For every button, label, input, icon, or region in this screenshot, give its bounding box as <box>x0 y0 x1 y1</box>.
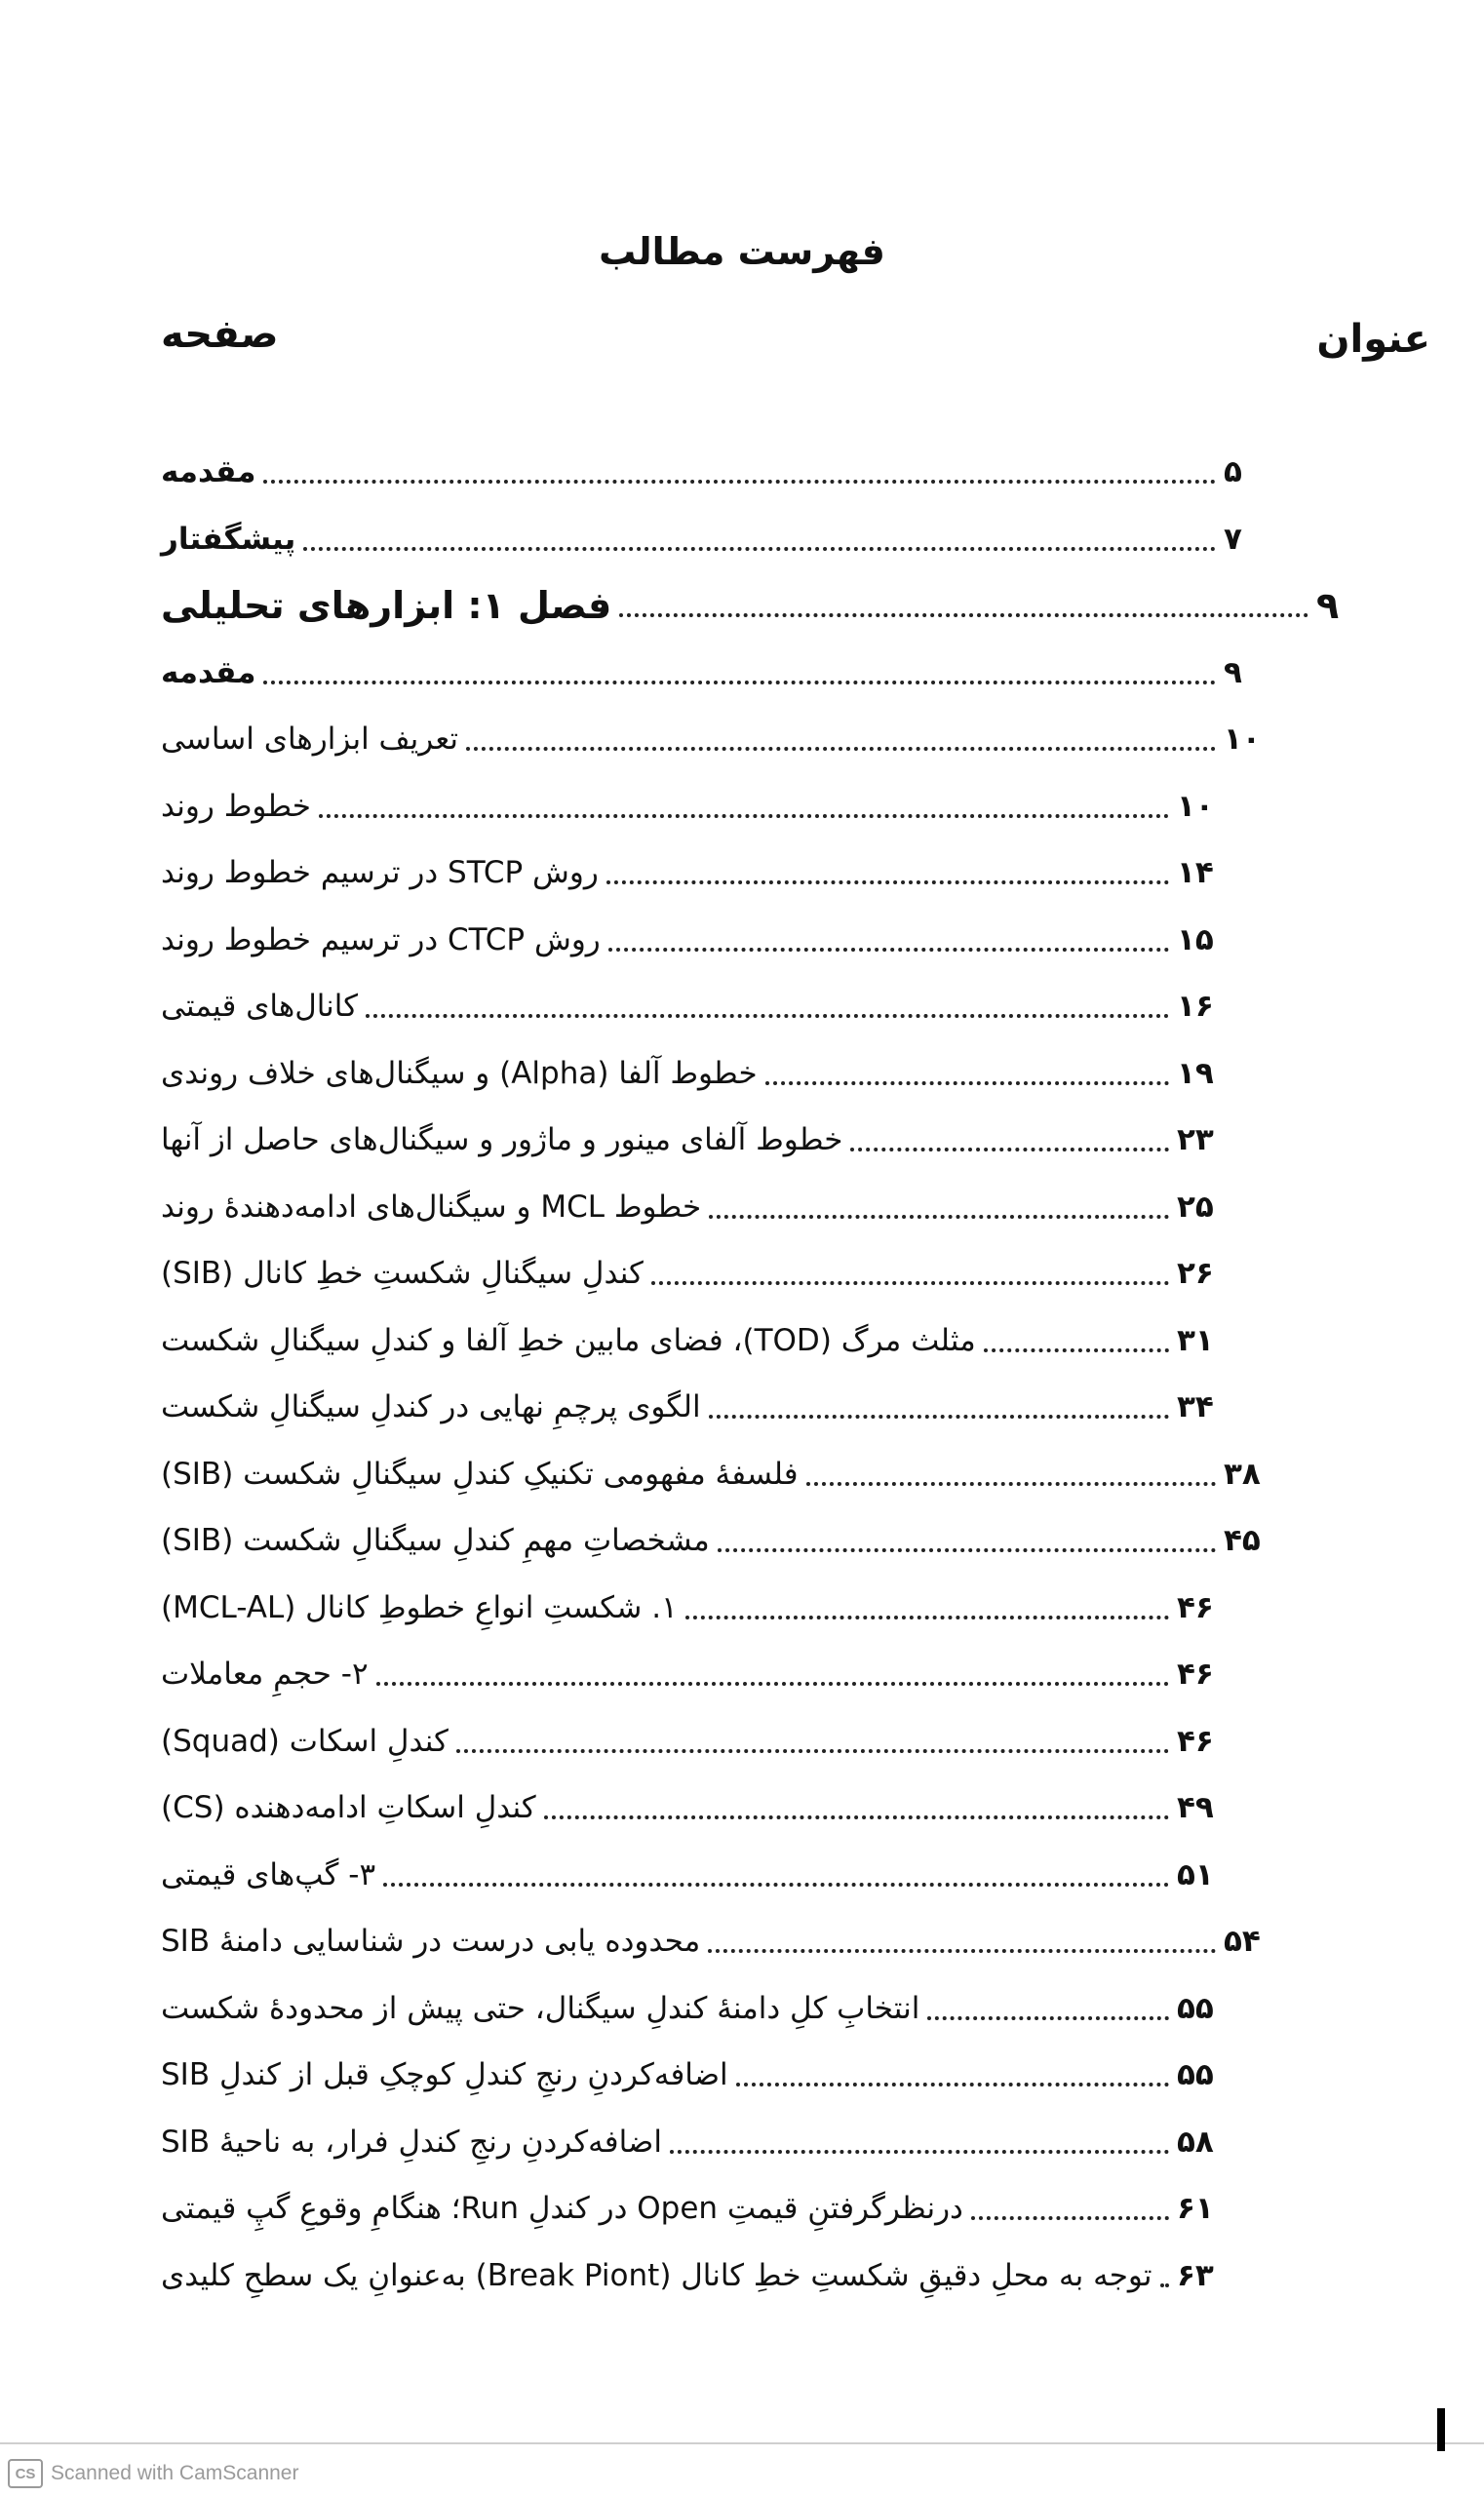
toc-entry-page: ۵۵ <box>1177 2057 1214 2093</box>
watermark-text: Scanned with CamScanner <box>51 2462 299 2484</box>
toc-entry-page: ۱۵ <box>1177 921 1214 957</box>
toc-entry <box>161 1040 1263 1108</box>
table-of-contents <box>161 439 1340 2309</box>
toc-entry-title: انتخابِ کلِ دامنهٔ کندلِ سیگنال، حتی پیش از محدودهٔ شکست <box>161 1990 920 2026</box>
toc-entry <box>161 2042 1263 2109</box>
toc-entry <box>161 2175 1263 2242</box>
toc-entry <box>161 1507 1263 1575</box>
dot-leader <box>670 2150 1169 2154</box>
dot-leader <box>984 1348 1169 1352</box>
toc-entry-page: ۶۱ <box>1177 2191 1214 2227</box>
dot-leader <box>718 1548 1216 1552</box>
toc-entry-title: محدوده یابی درست در شناسایی دامنهٔ SIB <box>161 1924 701 1960</box>
page-title: فهرست مطالب <box>599 230 885 273</box>
toc-entry <box>161 1374 1263 1441</box>
toc-entry-page: ۴۵ <box>1224 1523 1261 1559</box>
toc-entry-title: توجه به محلِ دقیقِ شکستِ خطِ کانال (Break Piont) به‌عنوانِ یک سطحِ کلیدی <box>161 2257 1152 2293</box>
toc-entry <box>161 1441 1263 1508</box>
dot-leader <box>971 2216 1169 2220</box>
toc-entry-title: اضافه‌کردنِ رنجِ کندلِ فرار، به ناحیهٔ SIB <box>161 2124 662 2160</box>
dot-leader <box>709 1215 1169 1219</box>
dot-leader <box>263 681 1216 684</box>
dot-leader <box>850 1148 1169 1151</box>
toc-entry <box>161 907 1263 974</box>
dot-leader <box>651 1281 1169 1285</box>
toc-entry-page: ۳۸ <box>1224 1456 1261 1492</box>
dot-leader <box>1160 2283 1169 2287</box>
toc-entry-page: ۵۴ <box>1224 1924 1261 1960</box>
toc-entry-page: ۲۶ <box>1177 1256 1214 1292</box>
dot-leader <box>466 747 1216 751</box>
dot-leader <box>319 814 1169 818</box>
toc-entry <box>161 1240 1263 1307</box>
dot-leader <box>765 1081 1169 1085</box>
toc-entry <box>161 1575 1263 1642</box>
toc-entry-title: ۳- گپ‌های قیمتی <box>161 1856 376 1892</box>
dot-leader <box>456 1749 1169 1753</box>
toc-entry-page: ۳۱ <box>1177 1322 1214 1358</box>
toc-entry-title: کندلِ اسکاتِ ادامه‌دهنده (CS) <box>161 1790 536 1826</box>
toc-entry <box>161 2242 1263 2310</box>
toc-entry-title: روش CTCP در ترسیم خطوط روند <box>161 921 601 957</box>
toc-entry-title: تعریف ابزارهای اساسی <box>161 722 458 758</box>
toc-entry-title: مثلث مرگ (TOD)، فضای مابین خطِ آلفا و کندلِ سیگنالِ شکست <box>161 1322 976 1358</box>
dot-leader <box>736 2083 1169 2086</box>
camscanner-logo-icon: CS <box>8 2459 43 2488</box>
toc-entry <box>161 1774 1263 1842</box>
toc-entry-page: ۴۶ <box>1177 1723 1214 1759</box>
toc-entry-title: مقدمه <box>161 454 256 490</box>
toc-chapter-entry <box>161 572 1355 640</box>
dot-leader <box>366 1014 1169 1018</box>
dot-leader <box>708 1949 1216 1953</box>
toc-entry-page: ۷ <box>1224 521 1242 557</box>
dot-leader <box>685 1616 1169 1619</box>
dot-leader <box>806 1482 1216 1486</box>
dot-leader <box>709 1415 1169 1419</box>
dot-leader <box>263 480 1216 484</box>
toc-entry-page: ۱۶ <box>1177 989 1214 1025</box>
toc-entry-title: مشخصاتِ مهمِ کندلِ سیگنالِ شکست (SIB) <box>161 1523 710 1559</box>
toc-entry-page: ۹ <box>1224 654 1242 690</box>
toc-entry-page: ۶۳ <box>1177 2257 1214 2293</box>
page-edge-mark <box>1437 2408 1445 2451</box>
toc-entry-page: ۴۶ <box>1177 1657 1214 1693</box>
toc-entry <box>161 2109 1263 2176</box>
toc-entry-title: مقدمه <box>161 654 256 690</box>
toc-entry-title: خطوط آلفای مینور و ماژور و سیگنال‌های حاصل از آنها <box>161 1122 843 1158</box>
toc-entry <box>161 1908 1263 1975</box>
toc-entry-page: ۳۴ <box>1177 1389 1214 1425</box>
toc-entry-page: ۴۹ <box>1177 1790 1214 1826</box>
toc-entry-title: ۱. شکستِ انواعِ خطوطِ کانال (MCL-AL) <box>161 1589 678 1625</box>
column-header-title: عنوان <box>1316 317 1430 362</box>
toc-entry <box>161 506 1263 573</box>
toc-entry-page: ۱۴ <box>1177 855 1214 891</box>
dot-leader <box>383 1883 1169 1887</box>
dot-leader <box>927 2016 1169 2020</box>
toc-entry <box>161 1174 1263 1241</box>
column-header-page: صفحه <box>161 312 279 357</box>
toc-entry-title: فلسفهٔ مفهومی تکنیکِ کندلِ سیگنالِ شکست (SIB) <box>161 1456 799 1492</box>
toc-entry-page: ۵۵ <box>1177 1990 1214 2026</box>
dot-leader <box>303 547 1216 551</box>
toc-entry <box>161 839 1263 907</box>
toc-entry-page: ۵ <box>1224 454 1242 490</box>
toc-entry-page: ۵۸ <box>1177 2124 1214 2160</box>
page-bottom-edge <box>0 2442 1484 2444</box>
toc-entry-title: اضافه‌کردنِ رنجِ کندلِ کوچکِ قبل از کندلِ SIB <box>161 2057 728 2093</box>
toc-entry-title: فصل ۱: ابزارهای تحلیلی <box>161 584 612 628</box>
toc-entry-page: ۵۱ <box>1177 1856 1214 1892</box>
toc-entry-page: ۲۳ <box>1177 1122 1214 1158</box>
dot-leader <box>544 1815 1169 1819</box>
toc-entry-title: خطوط روند <box>161 788 311 824</box>
dot-leader <box>619 613 1308 617</box>
toc-entry <box>161 1641 1263 1708</box>
toc-entry-title: کانال‌های قیمتی <box>161 989 358 1025</box>
toc-entry-page: ۱۹ <box>1177 1055 1214 1091</box>
toc-entry-page: ۱۰ <box>1177 788 1214 824</box>
toc-entry-title: خطوط MCL و سیگنال‌های ادامه‌دهندهٔ روند <box>161 1189 702 1225</box>
toc-entry-title: پیشگفتار <box>161 521 296 557</box>
toc-entry-title: خطوط آلفا (Alpha) و سیگنال‌های خلاف روندی <box>161 1055 758 1091</box>
toc-entry <box>161 439 1263 506</box>
toc-entry-title: کندلِ اسکات (Squad) <box>161 1723 449 1759</box>
toc-entry <box>161 1107 1263 1174</box>
dot-leader <box>376 1682 1169 1686</box>
toc-entry <box>161 1708 1263 1775</box>
toc-entry <box>161 773 1263 840</box>
toc-entry-page: ۹ <box>1316 584 1340 628</box>
scanner-watermark <box>8 2459 298 2488</box>
toc-entry <box>161 640 1263 707</box>
dot-leader <box>608 948 1169 952</box>
toc-entry <box>161 1307 1263 1375</box>
toc-entry-page: ۴۶ <box>1177 1589 1214 1625</box>
toc-entry-title: روش STCP در ترسیم خطوط روند <box>161 855 599 891</box>
toc-entry-title: الگوی پرچمِ نهایی در کندلِ سیگنالِ شکست <box>161 1389 701 1425</box>
toc-entry-title: ۲- حجمِ معاملات <box>161 1657 369 1693</box>
toc-entry-page: ۱۰ <box>1224 722 1261 758</box>
toc-entry-title: درنظرگرفتنِ قیمتِ Open در کندلِ Run؛ هنگامِ وقوعِ گپِ قیمتی <box>161 2191 963 2227</box>
dot-leader <box>606 880 1169 884</box>
toc-entry <box>161 973 1263 1040</box>
toc-entry-page: ۲۵ <box>1177 1189 1214 1225</box>
toc-entry <box>161 1975 1263 2043</box>
toc-entry <box>161 706 1263 773</box>
toc-entry <box>161 1842 1263 1909</box>
toc-entry-title: کندلِ سیگنالِ شکستِ خطِ کانال (SIB) <box>161 1256 644 1292</box>
